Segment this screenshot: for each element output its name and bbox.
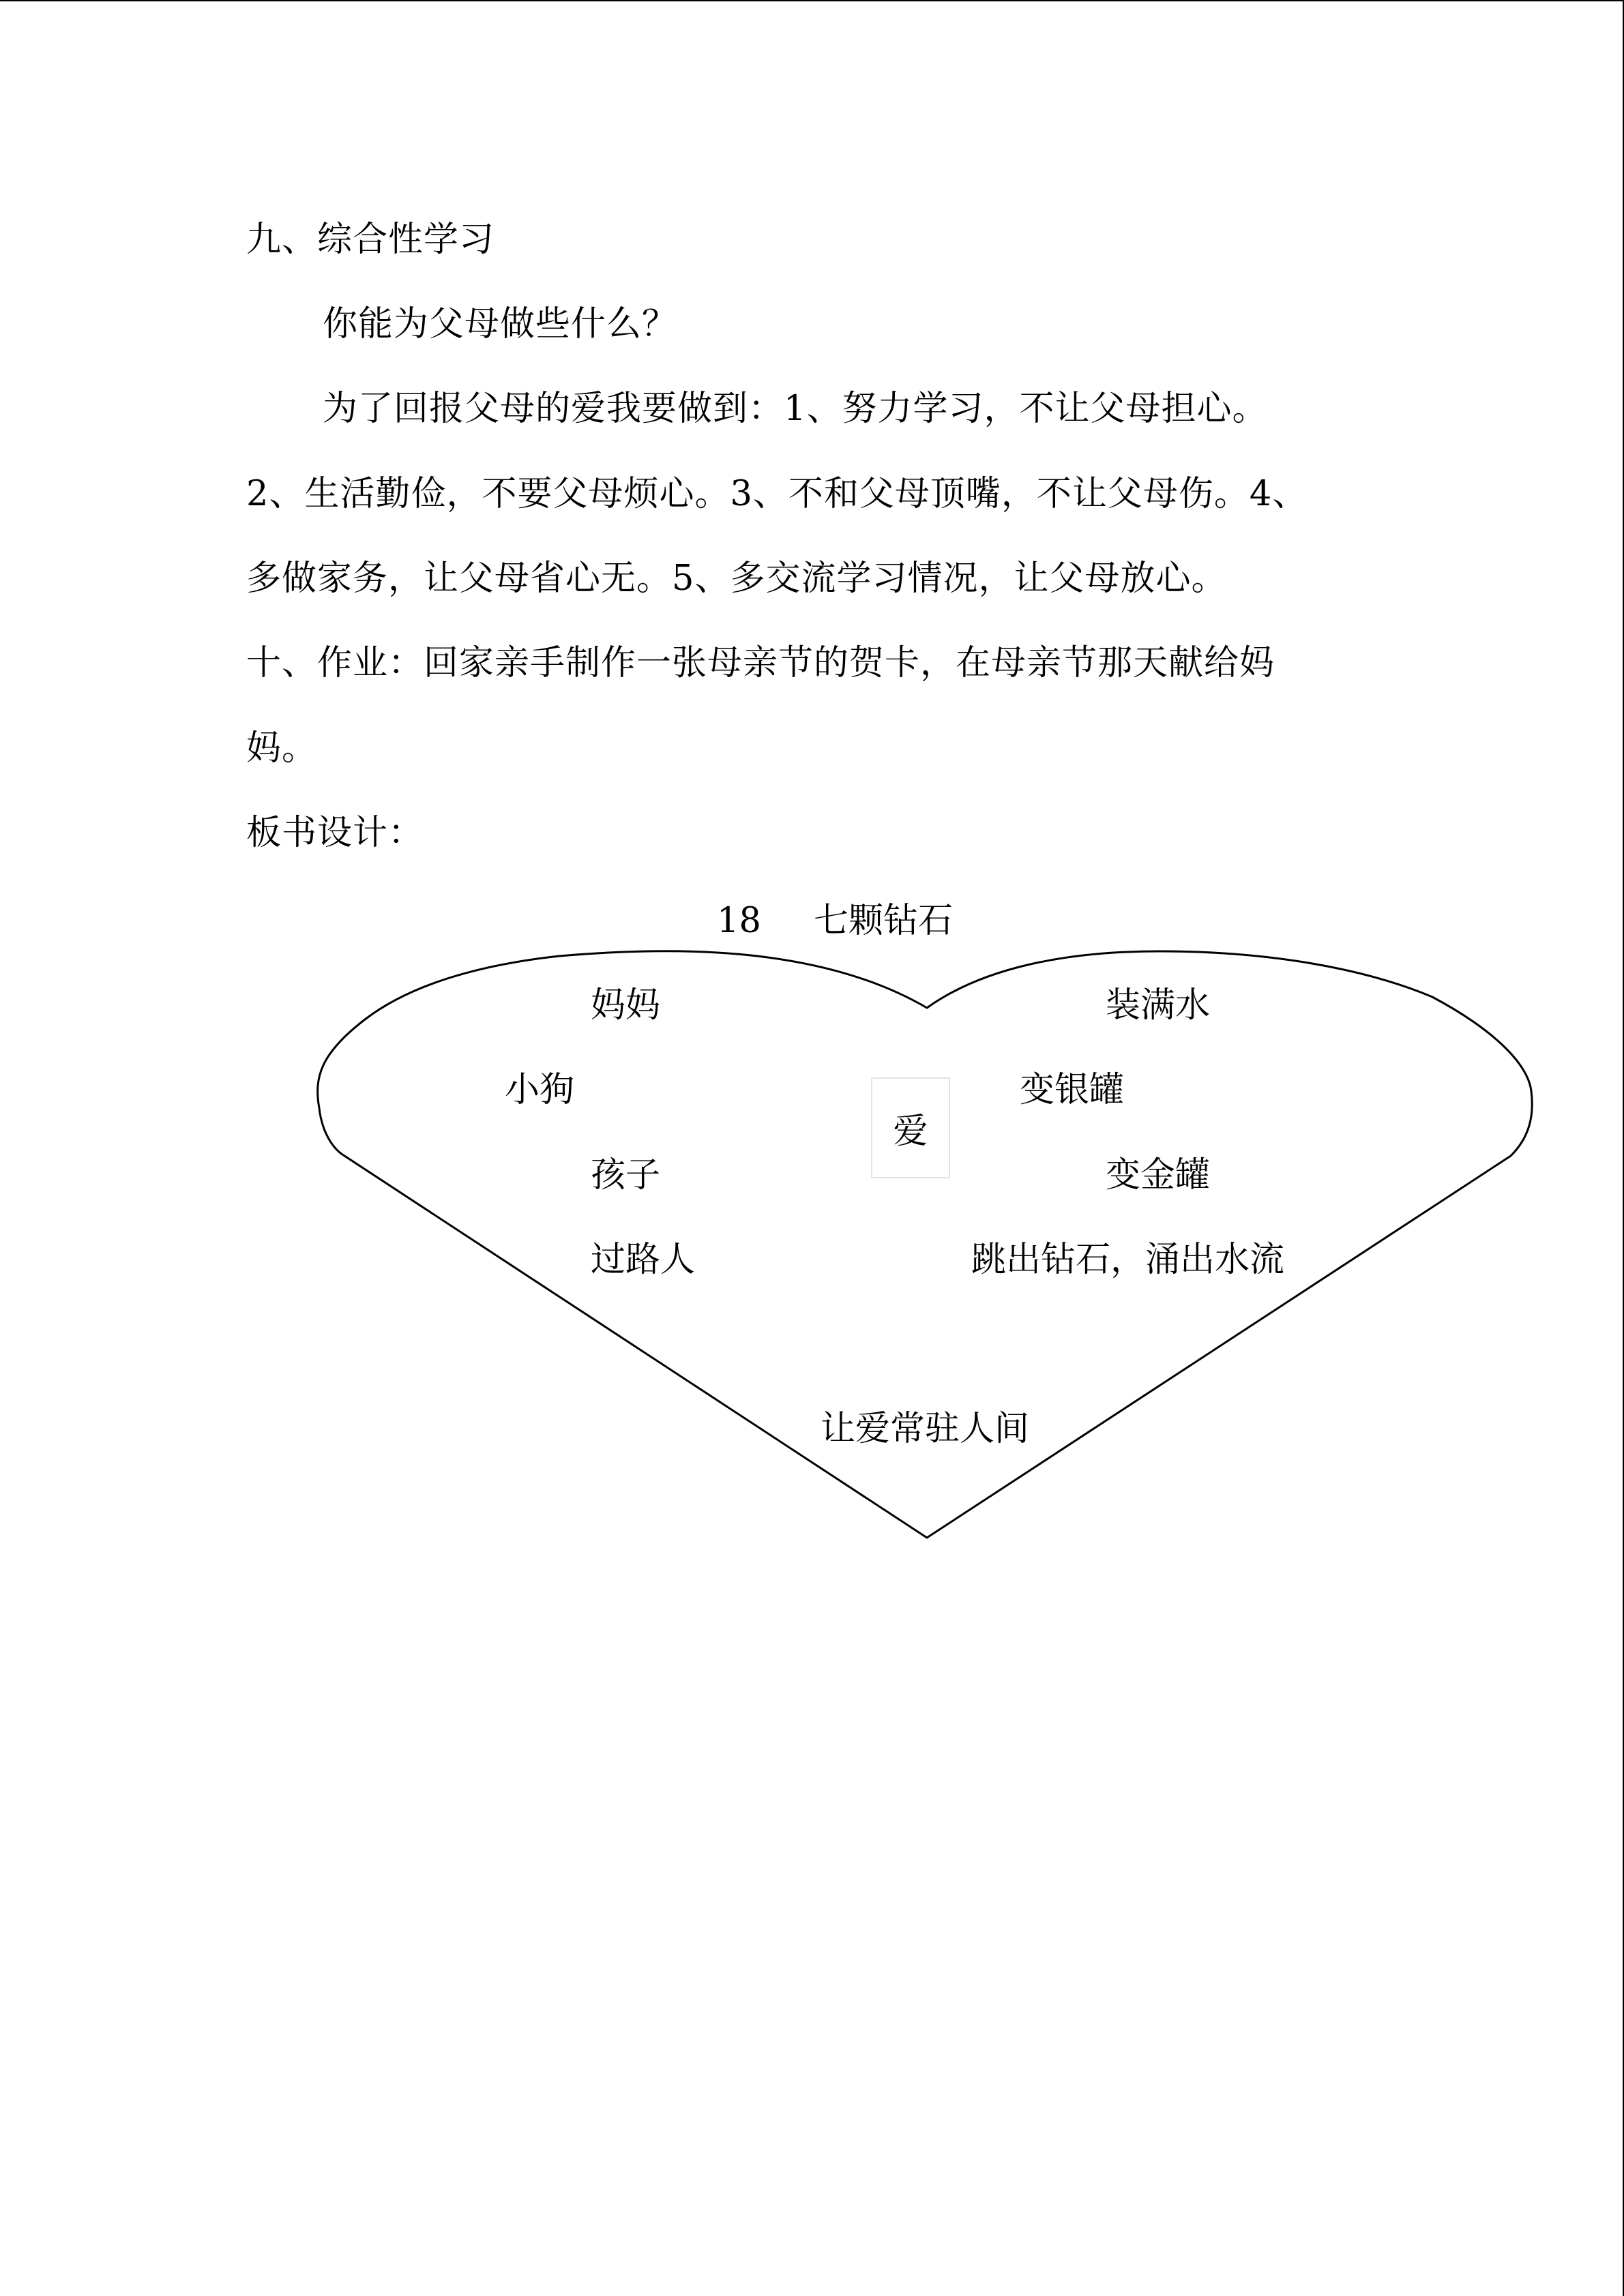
center-love-box bbox=[871, 1077, 950, 1178]
left-item-child: 孩子 bbox=[591, 1155, 661, 1195]
section9-question: 你能为父母做些什么？ bbox=[323, 304, 678, 344]
right-item-silver-jug: 变银罐 bbox=[1020, 1070, 1125, 1110]
section9-answer-line1: 为了回报父母的爱我要做到：1、努力学习，不让父母担心。 bbox=[323, 389, 1268, 429]
lesson-title: 七颗钻石 bbox=[814, 901, 954, 941]
left-item-puppy: 小狗 bbox=[505, 1070, 575, 1110]
board-design-label: 板书设计： bbox=[246, 813, 424, 853]
center-love-text: 爱 bbox=[893, 1112, 928, 1152]
left-item-passerby: 过路人 bbox=[591, 1240, 696, 1280]
section10-homework-line1: 十、作业：回家亲手制作一张母亲节的贺卡，在母亲节那天献给妈 bbox=[246, 643, 1275, 683]
right-item-diamonds-water: 跳出钻石，涌出水流 bbox=[971, 1240, 1285, 1280]
section9-answer-line3: 多做家务，让父母省心无。5、多交流学习情况，让父母放心。 bbox=[246, 558, 1227, 599]
section9-heading: 九、综合性学习 bbox=[246, 220, 495, 260]
page-top-border bbox=[0, 0, 1624, 1]
bottom-message: 让爱常驻人间 bbox=[821, 1409, 1030, 1449]
right-item-filled-water: 装满水 bbox=[1106, 985, 1211, 1026]
left-item-mom: 妈妈 bbox=[591, 985, 661, 1026]
section10-homework-line2: 妈。 bbox=[246, 728, 318, 769]
section9-answer-line2: 2、生活勤俭，不要父母烦心。3、不和父母顶嘴，不让父母伤。4、 bbox=[246, 474, 1308, 514]
lesson-number: 18 bbox=[717, 901, 761, 941]
right-item-gold-jug: 变金罐 bbox=[1106, 1155, 1211, 1195]
